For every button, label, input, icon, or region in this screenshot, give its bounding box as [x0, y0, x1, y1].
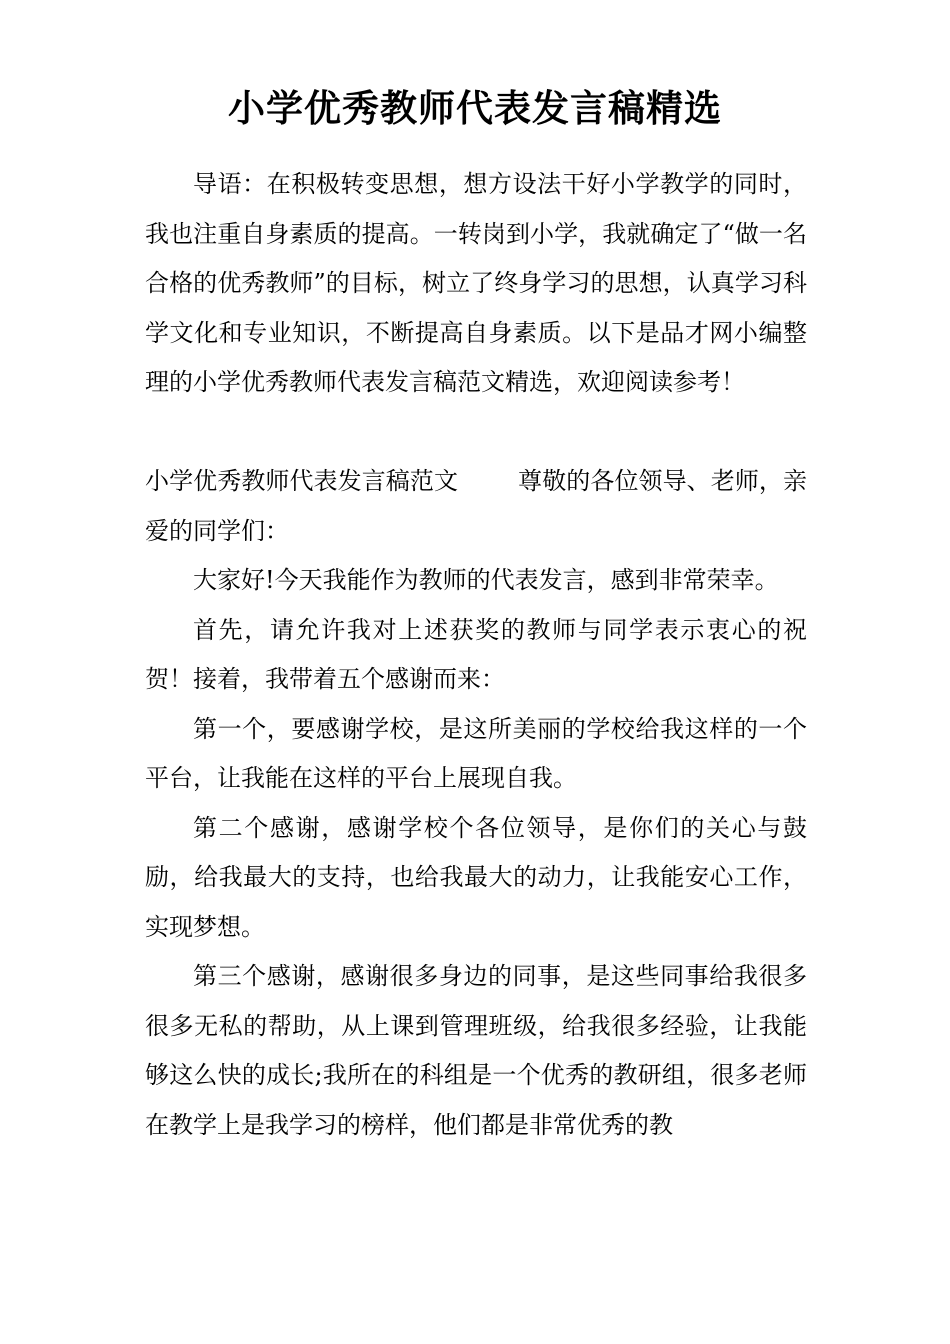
salutation: 尊敬的各位领导、老师，亲爱的同学们： [145, 467, 808, 545]
body-paragraph: 第三个感谢，感谢很多身边的同事，是这些同事给我很多很多无私的帮助，从上课到管理班级，给我很多经验，让我能够这么快的成长;我所在的科组是一个优秀的教研组，很多老师在教学上是我学习的榜样，他们都是非常优秀的教 [145, 962, 807, 1139]
intro-paragraph: 导语：在积极转变思想，想方设法干好小学教学的同时，我也注重自身素质的提高。一转岗到小学，我就确定了“做一名合格的优秀教师”的目标，树立了终身学习的思想，认真学习科学文化和专业知识，不断提高自身素质。以下是品才网小编整理的小学优秀教师代表发言稿范文精选，欢迎阅读参考！ [145, 170, 807, 396]
body-paragraph: 第一个，要感谢学校，是这所美丽的学校给我这样的一个平台，让我能在这样的平台上展现自我。 [145, 714, 807, 792]
paragraph-gap [145, 408, 807, 458]
document-body [145, 160, 807, 1150]
body-paragraph: 首先，请允许我对上述获奖的教师与同学表示衷心的祝贺！接着，我带着五个感谢而来： [145, 615, 807, 693]
document-title: 小学优秀教师代表发言稿精选 [228, 86, 722, 130]
body-paragraph: 大家好!今天我能作为教师的代表发言，感到非常荣幸。 [193, 566, 779, 594]
section-heading-line [145, 457, 807, 556]
body-paragraph: 第二个感谢，感谢学校个各位领导，是你们的关心与鼓励，给我最大的支持，也给我最大的动力，让我能安心工作，实现梦想。 [145, 813, 807, 941]
section-heading: 小学优秀教师代表发言稿范文 [145, 467, 459, 495]
